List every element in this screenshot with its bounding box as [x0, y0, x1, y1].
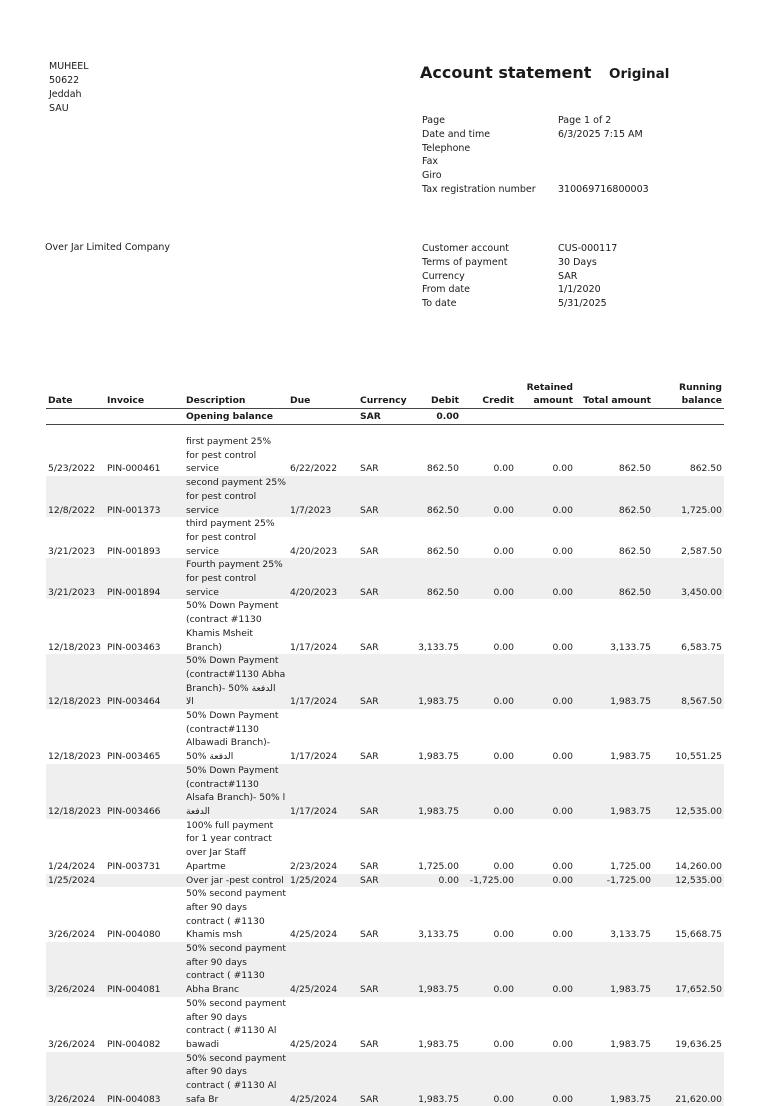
cell-due: 1/17/2024 — [288, 764, 358, 819]
opening-balance-currency: SAR — [358, 409, 408, 425]
cell-invoice: PIN-003464 — [105, 654, 184, 709]
cell-due: 1/17/2024 — [288, 654, 358, 709]
cell-description: 50% second payment after 90 days contract ( #1130 Al safa Br — [184, 1052, 288, 1106]
cell-total: 1,725.00 — [610, 860, 651, 872]
customer-name: Over Jar Limited Company — [45, 242, 171, 253]
cell-invoice: PIN-003465 — [107, 751, 161, 763]
col-header-description: Description — [184, 381, 288, 409]
cell-invoice — [105, 874, 184, 888]
cell-currency: SAR — [358, 558, 408, 599]
cell-total: 862.50 — [618, 545, 651, 557]
cell-total: 3,133.75 — [610, 929, 651, 941]
spacer-row — [46, 425, 724, 436]
info-row-terms-of-payment: Terms of payment 30 Days — [422, 256, 597, 268]
cell-retained: 0.00 — [516, 654, 575, 709]
cell-description: third payment 25% for pest control service — [186, 518, 275, 557]
cell-credit: 0.00 — [461, 764, 516, 819]
cell-retained: 0.00 — [552, 463, 573, 475]
sender-name: MUHEEL — [49, 61, 89, 72]
opening-balance-label: Opening balance — [184, 409, 288, 425]
col-header-due: Due — [288, 381, 358, 409]
col-header-total-amount: Total amount — [575, 381, 653, 409]
cell-invoice: PIN-001894 — [105, 558, 184, 599]
cell-description: 50% Down Payment (contract #1130 Khamis Msheit Branch) — [186, 600, 279, 653]
cell-credit: 0.00 — [461, 942, 516, 997]
cell-debit: 3,133.75 — [418, 641, 459, 653]
cell-total: 862.50 — [575, 476, 653, 517]
cell-balance: 3,450.00 — [653, 558, 724, 599]
cell-retained: 0.00 — [516, 874, 575, 888]
cell-total: 862.50 — [618, 463, 651, 475]
cell-date: 12/18/2023 — [48, 751, 101, 763]
cell-retained: 0.00 — [552, 751, 573, 763]
info-row-currency: Currency SAR — [422, 270, 578, 282]
cell-currency: SAR — [360, 641, 379, 653]
table-row — [46, 709, 724, 764]
cell-due: 2/23/2024 — [290, 860, 338, 872]
col-header-credit: Credit — [461, 381, 516, 409]
cell-debit: 1,983.75 — [408, 942, 461, 997]
cell-invoice: PIN-003466 — [105, 764, 184, 819]
col-header-invoice: Invoice — [105, 381, 184, 409]
cell-date: 3/26/2024 — [46, 1052, 105, 1106]
table-row — [46, 819, 724, 874]
cell-retained: 0.00 — [516, 764, 575, 819]
cell-credit: 0.00 — [461, 476, 516, 517]
cell-date: 12/18/2023 — [46, 654, 105, 709]
info-row-from-date: From date 1/1/2020 — [422, 284, 601, 296]
sender-country: SAU — [49, 103, 69, 114]
cell-debit: 0.00 — [408, 874, 461, 888]
header-info — [422, 114, 649, 197]
cell-credit: 0.00 — [493, 463, 514, 475]
cell-description: first payment 25% for pest control service — [186, 436, 272, 475]
cell-balance: 10,551.25 — [675, 751, 722, 763]
opening-balance-debit: 0.00 — [408, 409, 461, 425]
cell-retained: 0.00 — [516, 558, 575, 599]
cell-total: -1,725.00 — [575, 874, 653, 888]
info-row-telephone: Telephone — [422, 142, 471, 154]
cell-balance: 2,587.50 — [681, 545, 722, 557]
cell-date: 3/21/2023 — [46, 558, 105, 599]
table-row — [46, 435, 724, 476]
cell-credit: 0.00 — [461, 558, 516, 599]
cell-invoice: PIN-003731 — [107, 860, 161, 872]
cell-retained: 0.00 — [552, 929, 573, 941]
cell-invoice: PIN-004082 — [107, 1038, 161, 1050]
info-row-tax-registration: Tax registration number 310069716800003 — [422, 183, 649, 195]
cell-total: 1,983.75 — [575, 1052, 653, 1106]
cell-debit: 862.50 — [426, 545, 459, 557]
cell-retained: 0.00 — [516, 942, 575, 997]
cell-due: 4/20/2023 — [288, 558, 358, 599]
cell-balance: 15,668.75 — [675, 929, 722, 941]
cell-total: 1,983.75 — [610, 1038, 651, 1050]
cell-description: 50% second payment after 90 days contract ( #1130 Al bawadi — [186, 997, 286, 1050]
cell-debit: 3,133.75 — [418, 929, 459, 941]
cell-description: 50% Down Payment (contract#1130 Albawadi Branch)- 50% الدفعة — [186, 710, 279, 763]
cell-due: 4/25/2024 — [288, 1052, 358, 1106]
col-header-running-balance: Running balance — [653, 381, 724, 409]
cell-balance: 12,535.00 — [653, 764, 724, 819]
cell-credit: 0.00 — [493, 751, 514, 763]
cell-due: 1/25/2024 — [288, 874, 358, 888]
cell-credit: 0.00 — [493, 641, 514, 653]
sender-postal-code: 50622 — [49, 75, 80, 86]
table-row — [46, 887, 724, 942]
account-info — [422, 242, 617, 311]
cell-credit: 0.00 — [461, 654, 516, 709]
cell-due: 4/20/2023 — [290, 545, 338, 557]
cell-currency: SAR — [360, 860, 379, 872]
cell-debit: 1,725.00 — [418, 860, 459, 872]
cell-currency: SAR — [360, 929, 379, 941]
cell-debit: 1,983.75 — [408, 654, 461, 709]
table-row — [46, 558, 724, 599]
cell-debit: 862.50 — [426, 463, 459, 475]
cell-debit: 1,983.75 — [418, 751, 459, 763]
sender-address — [49, 60, 89, 116]
cell-currency: SAR — [360, 1038, 379, 1050]
info-row-to-date: To date 5/31/2025 — [422, 298, 607, 310]
cell-currency: SAR — [358, 1052, 408, 1106]
document-title: Account statement — [420, 63, 592, 82]
cell-description: 50% Down Payment (contract#1130 Abha Branch)- 50% الدفعة الا — [184, 654, 288, 709]
table-header-row — [46, 381, 724, 409]
table-row — [46, 1052, 724, 1106]
table-row — [46, 764, 724, 819]
cell-balance: 21,620.00 — [653, 1052, 724, 1106]
cell-date: 12/18/2023 — [48, 641, 101, 653]
cell-currency: SAR — [358, 476, 408, 517]
cell-debit: 1,983.75 — [418, 1038, 459, 1050]
opening-balance-row — [46, 409, 724, 425]
cell-due: 4/25/2024 — [288, 942, 358, 997]
cell-balance: 12,535.00 — [653, 874, 724, 888]
cell-currency: SAR — [358, 654, 408, 709]
cell-balance: 1,725.00 — [653, 476, 724, 517]
cell-currency: SAR — [360, 751, 379, 763]
cell-currency: SAR — [358, 942, 408, 997]
cell-due: 1/17/2024 — [290, 641, 338, 653]
col-header-date: Date — [46, 381, 105, 409]
cell-credit: 0.00 — [493, 1038, 514, 1050]
cell-date: 5/23/2022 — [48, 463, 96, 475]
cell-debit: 1,983.75 — [408, 1052, 461, 1106]
cell-due: 4/25/2024 — [290, 929, 338, 941]
cell-invoice: PIN-003463 — [107, 641, 161, 653]
cell-due: 1/7/2023 — [288, 476, 358, 517]
col-header-currency: Currency — [358, 381, 408, 409]
cell-balance: 8,567.50 — [653, 654, 724, 709]
info-row-customer-account: Customer account CUS-000117 — [422, 243, 618, 254]
cell-currency: SAR — [358, 874, 408, 888]
cell-invoice: PIN-001893 — [107, 545, 161, 557]
cell-date: 1/24/2024 — [48, 860, 96, 872]
cell-balance: 19,636.25 — [675, 1038, 722, 1050]
cell-invoice: PIN-001373 — [105, 476, 184, 517]
cell-retained: 0.00 — [552, 641, 573, 653]
table-row — [46, 997, 724, 1052]
table-row — [46, 874, 724, 888]
table-row — [46, 942, 724, 997]
cell-balance: 14,260.00 — [675, 860, 722, 872]
cell-credit: 0.00 — [493, 545, 514, 557]
cell-credit: 0.00 — [461, 1052, 516, 1106]
cell-retained: 0.00 — [516, 476, 575, 517]
table-row — [46, 517, 724, 558]
cell-description: 50% Down Payment (contract#1130 Alsafa Branch)- 50% l الدفعة — [184, 764, 288, 819]
cell-due: 1/17/2024 — [290, 751, 338, 763]
cell-description: Fourth payment 25% for pest control service — [184, 558, 288, 599]
cell-balance: 862.50 — [689, 463, 722, 475]
cell-description: 50% second payment after 90 days contract ( #1130 Khamis msh — [186, 888, 286, 941]
info-row-fax: Fax — [422, 156, 439, 168]
cell-date: 3/26/2024 — [48, 929, 96, 941]
cell-retained: 0.00 — [516, 1052, 575, 1106]
cell-date: 12/8/2022 — [46, 476, 105, 517]
table-row — [46, 599, 724, 654]
cell-currency: SAR — [360, 463, 379, 475]
cell-date: 1/25/2024 — [46, 874, 105, 888]
cell-total: 1,983.75 — [575, 942, 653, 997]
cell-date: 3/26/2024 — [46, 942, 105, 997]
sender-city: Jeddah — [49, 89, 82, 100]
cell-total: 1,983.75 — [575, 654, 653, 709]
cell-description: 50% second payment after 90 days contract ( #1130 Abha Branc — [184, 942, 288, 997]
info-row-giro: Giro — [422, 170, 442, 182]
cell-description: 100% full payment for 1 year contract over Jar Staff Apartme — [186, 819, 274, 872]
cell-retained: 0.00 — [552, 1038, 573, 1050]
cell-debit: 862.50 — [408, 558, 461, 599]
cell-total: 1,983.75 — [610, 751, 651, 763]
cell-balance: 6,583.75 — [681, 641, 722, 653]
cell-retained: 0.00 — [552, 545, 573, 557]
cell-date: 3/21/2023 — [48, 545, 96, 557]
table-row — [46, 476, 724, 517]
cell-currency: SAR — [358, 764, 408, 819]
info-row-date-time: Date and time 6/3/2025 7:15 AM — [422, 128, 643, 140]
statement-table — [46, 381, 724, 1106]
cell-debit: 1,983.75 — [408, 764, 461, 819]
cell-due: 6/22/2022 — [290, 463, 338, 475]
cell-invoice: PIN-004080 — [107, 929, 161, 941]
cell-credit: -1,725.00 — [461, 874, 516, 888]
cell-description: Over jar -pest control — [184, 874, 288, 888]
cell-date: 12/18/2023 — [46, 764, 105, 819]
cell-balance: 17,652.50 — [653, 942, 724, 997]
cell-invoice: PIN-004083 — [105, 1052, 184, 1106]
cell-invoice: PIN-000461 — [107, 463, 161, 475]
cell-date: 3/26/2024 — [48, 1038, 96, 1050]
cell-credit: 0.00 — [493, 860, 514, 872]
cell-total: 862.50 — [575, 558, 653, 599]
cell-debit: 862.50 — [408, 476, 461, 517]
col-header-retained-amount: Retained amount — [516, 381, 575, 409]
cell-credit: 0.00 — [493, 929, 514, 941]
cell-due: 4/25/2024 — [290, 1038, 338, 1050]
cell-currency: SAR — [360, 545, 379, 557]
copy-label: Original — [609, 66, 670, 82]
info-row-page: Page Page 1 of 2 — [422, 115, 612, 126]
col-header-debit: Debit — [408, 381, 461, 409]
cell-description: second payment 25% for pest control service — [184, 476, 288, 517]
table-row — [46, 654, 724, 709]
cell-invoice: PIN-004081 — [105, 942, 184, 997]
cell-total: 1,983.75 — [575, 764, 653, 819]
cell-total: 3,133.75 — [610, 641, 651, 653]
cell-retained: 0.00 — [552, 860, 573, 872]
